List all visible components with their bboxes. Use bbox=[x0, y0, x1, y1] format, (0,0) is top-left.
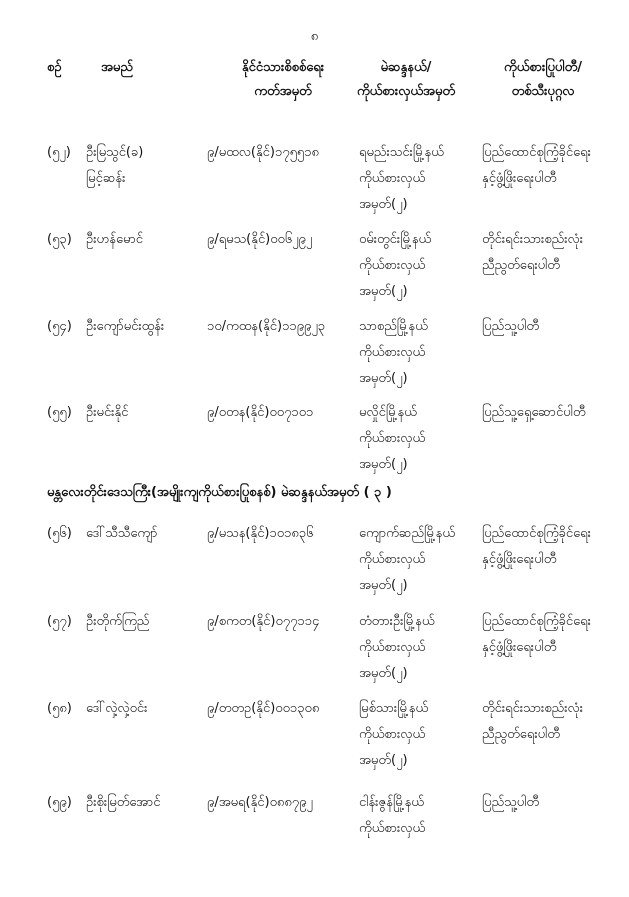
constituency bbox=[359, 314, 428, 392]
nrc-number: ၉/ရမသ(နိုင်)၀၀၆၂၉၂ bbox=[207, 232, 313, 247]
nrc-number: ၉/မသန(နိုင်)၁၀၁၈၃၆ bbox=[207, 526, 314, 541]
header-constituency-line: ကိုယ်စားလှယ်အမှတ် bbox=[356, 84, 456, 99]
party-name-line: ညီညွတ်ရေးပါတီ bbox=[482, 727, 560, 742]
party-name-line: နှင့်ဖွံ့ဖြိုးရေးပါတီ bbox=[482, 171, 557, 186]
party-name-line: တိုင်းရင်းသားစည်းလုံး bbox=[482, 701, 584, 716]
constituency-line: အမှတ်(၂) bbox=[359, 578, 408, 593]
header-party bbox=[478, 56, 608, 104]
party-name-line: ညီညွတ်ရေးပါတီ bbox=[482, 258, 560, 273]
constituency bbox=[359, 521, 455, 599]
header-name: အမည် bbox=[101, 60, 133, 75]
candidate-name bbox=[86, 314, 164, 340]
candidate-name-line: ဦးတိုက်ကြည် bbox=[86, 614, 150, 629]
page-number: ၈ bbox=[310, 29, 319, 44]
constituency-line: ငါန်းဇွန်မြို့နယ် bbox=[359, 795, 424, 810]
constituency-line: ကိုယ်စားလှယ် bbox=[359, 821, 426, 836]
party-name-line: နှင့်ဖွံ့ဖြိုးရေးပါတီ bbox=[482, 640, 557, 655]
row-number: (၅၇) bbox=[47, 614, 72, 629]
section-title: မန္တလေးတိုင်းဒေသကြီး(အမျိုးကျကိုယ်စားပြုစနစ်) မဲဆန္ဒနယ်အမှတ် ( ၃ ) bbox=[47, 485, 392, 500]
candidate-name-line: ဦးမင်းနိုင် bbox=[86, 405, 129, 420]
constituency-line: အမှတ်(၂) bbox=[359, 753, 408, 768]
constituency bbox=[359, 400, 425, 478]
candidate-name-line: ဦးကျော်မင်းထွန်း bbox=[86, 319, 165, 334]
constituency-line: ကိုယ်စားလှယ် bbox=[359, 258, 426, 273]
constituency bbox=[359, 696, 428, 774]
party-name-line: ပြည်ထောင်စုကြံ့ခိုင်ရေး bbox=[482, 145, 591, 160]
party-name bbox=[482, 400, 586, 426]
nrc-number: ၁၀/ကထန(နိုင်)၁၁၉၉၂၃ bbox=[207, 319, 326, 334]
constituency-line: ကိုယ်စားလှယ် bbox=[359, 345, 426, 360]
party-name-line: နှင့်ဖွံ့ဖြိုးရေးပါတီ bbox=[482, 552, 557, 567]
party-name bbox=[482, 790, 539, 816]
constituency-line: မြစ်သားမြို့နယ် bbox=[359, 701, 429, 716]
nrc-number: ၉/အမရ(နိုင်)၀၈၈၇၉၂ bbox=[207, 795, 313, 810]
header-nrc-line: နိုင်ငံသားစိစစ်ရေး bbox=[241, 60, 325, 75]
constituency-line: ကိုယ်စားလှယ် bbox=[359, 431, 426, 446]
row-number: (၅၂) bbox=[47, 145, 71, 160]
constituency-line: ကိုယ်စားလှယ် bbox=[359, 727, 426, 742]
row-number: (၅၅) bbox=[47, 405, 72, 420]
header-no: စဉ် bbox=[47, 60, 62, 75]
constituency-line: အမှတ်(၂) bbox=[359, 197, 408, 212]
party-name bbox=[482, 609, 591, 661]
header-party-line: ကိုယ်စားပြုပါတီ/ bbox=[504, 60, 582, 75]
party-name bbox=[482, 696, 583, 748]
constituency-line: ရမည်းသင်းမြို့နယ် bbox=[359, 145, 444, 160]
candidate-name-line: ဦးစိုးမြတ်အောင် bbox=[86, 795, 161, 810]
constituency bbox=[359, 790, 425, 842]
party-name bbox=[482, 227, 583, 279]
candidate-name bbox=[86, 227, 143, 253]
nrc-number: ၉/မထလ(နိုင်)၁၇၅၅၁၈ bbox=[207, 145, 319, 160]
constituency-line: ကျောက်ဆည်မြို့နယ် bbox=[359, 526, 456, 541]
candidate-name bbox=[86, 790, 160, 816]
candidate-name-line: ဦးမြသွင်(ခ) bbox=[86, 145, 144, 160]
nrc-number: ၉/ဝတန(နိုင်)၀၀၇၁၀၁ bbox=[207, 405, 314, 420]
nrc-number: ၉/စကတ(နိုင်)၀၇၇၁၁၄ bbox=[207, 614, 320, 629]
candidate-name-line: ဒေါ်သီသီကျော် bbox=[86, 526, 158, 541]
constituency-line: အမှတ်(၂) bbox=[359, 371, 408, 386]
constituency-line: ကိုယ်စားလှယ် bbox=[359, 552, 426, 567]
candidate-name bbox=[86, 400, 128, 426]
party-name-line: ပြည်ထောင်စုကြံ့ခိုင်ရေး bbox=[482, 526, 591, 541]
header-constituency-line: မဲဆန္ဒနယ်/ bbox=[380, 60, 432, 75]
row-number: (၅၄) bbox=[47, 319, 72, 334]
candidate-name bbox=[86, 140, 143, 192]
party-name-line: ပြည်သူ့ပါတီ bbox=[482, 319, 540, 334]
header-nrc-line: ကတ်အမှတ် bbox=[254, 84, 312, 99]
party-name bbox=[482, 314, 539, 340]
constituency-line: တံတားဦးမြို့နယ် bbox=[359, 614, 435, 629]
constituency bbox=[359, 609, 434, 687]
candidate-name-line: ဦးဟန်မောင် bbox=[86, 232, 144, 247]
party-name-line: တိုင်းရင်းသားစည်းလုံး bbox=[482, 232, 584, 247]
constituency-line: ကိုယ်စားလှယ် bbox=[359, 171, 426, 186]
row-number: (၅၃) bbox=[47, 232, 72, 247]
party-name bbox=[482, 140, 591, 192]
candidate-name bbox=[86, 696, 147, 722]
constituency bbox=[359, 227, 431, 305]
constituency-line: သာစည်မြို့နယ် bbox=[359, 319, 428, 334]
constituency-line: ဝမ်းတွင်းမြို့နယ် bbox=[359, 232, 432, 247]
party-name-line: ပြည်သူ့ပါတီ bbox=[482, 795, 540, 810]
candidate-name bbox=[86, 521, 158, 547]
constituency-line: အမှတ်(၂) bbox=[359, 457, 408, 472]
nrc-number: ၉/တတဥ(နိုင်)၀၀၁၃၀၈ bbox=[207, 701, 320, 716]
party-name-line: ပြည်သူ့ရှေ့ဆောင်ပါတီ bbox=[482, 405, 586, 420]
candidate-name-line: မြင့်ဆန်း bbox=[86, 171, 126, 186]
candidate-name bbox=[86, 609, 149, 635]
header-party-line: တစ်သီးပုဂ္ဂလ bbox=[511, 84, 575, 99]
constituency-line: အမှတ်(၂) bbox=[359, 284, 408, 299]
row-number: (၅၆) bbox=[47, 526, 72, 541]
header-nrc bbox=[218, 56, 348, 104]
row-number: (၅၈) bbox=[47, 701, 72, 716]
party-name bbox=[482, 521, 591, 573]
constituency bbox=[359, 140, 444, 218]
constituency-line: ကိုယ်စားလှယ် bbox=[359, 640, 426, 655]
header-constituency bbox=[341, 56, 471, 104]
candidate-name-line: ဒေါ်လှဲ့လှဲ့ဝင်း bbox=[86, 701, 148, 716]
constituency-line: အမှတ်(၂) bbox=[359, 666, 408, 681]
constituency-line: မလှိုင်မြို့နယ် bbox=[359, 405, 417, 420]
party-name-line: ပြည်ထောင်စုကြံ့ခိုင်ရေး bbox=[482, 614, 591, 629]
row-number: (၅၉) bbox=[47, 795, 72, 810]
